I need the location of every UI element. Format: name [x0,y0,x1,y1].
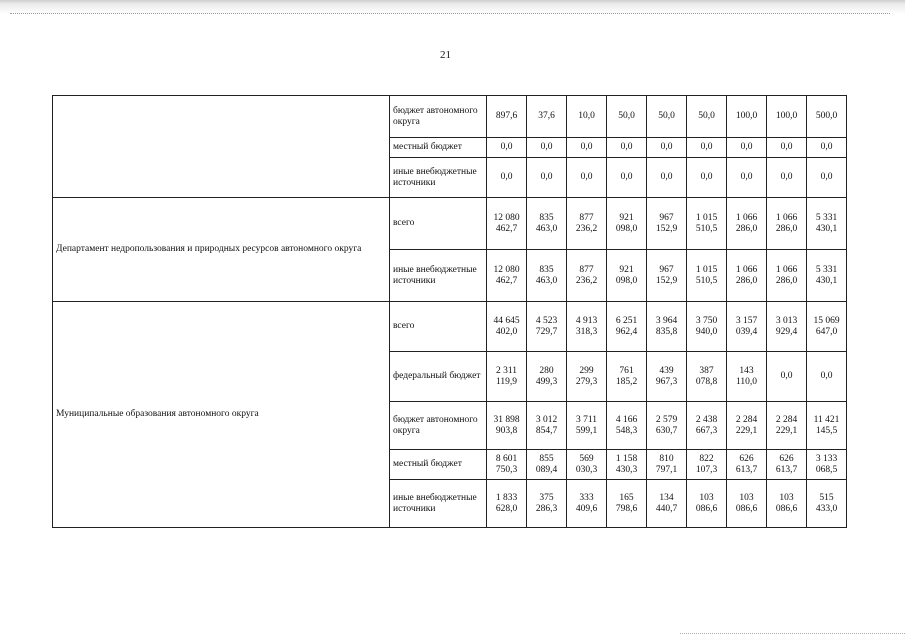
amount-cell: 2 579 630,7 [647,402,687,450]
amount-cell: 299 279,3 [567,352,607,402]
amount-cell: 500,0 [807,96,847,138]
amount-cell: 439 967,3 [647,352,687,402]
amount-cell: 4 523 729,7 [527,302,567,352]
amount-cell: 515 433,0 [807,480,847,528]
amount-cell: 5 331 430,1 [807,250,847,302]
amount-cell: 3 157 039,4 [727,302,767,352]
amount-cell: 0,0 [807,352,847,402]
amount-cell: 103 086,6 [767,480,807,528]
amount-cell: 1 015 510,5 [687,198,727,250]
funding-source-cell: местный бюджет [390,138,487,158]
amount-cell: 50,0 [647,96,687,138]
amount-cell: 11 421 145,5 [807,402,847,450]
amount-cell: 0,0 [647,138,687,158]
amount-cell: 50,0 [687,96,727,138]
amount-cell: 50,0 [607,96,647,138]
amount-cell: 1 066 286,0 [767,198,807,250]
amount-cell: 0,0 [807,138,847,158]
amount-cell: 2 438 667,3 [687,402,727,450]
amount-cell: 280 499,3 [527,352,567,402]
amount-cell: 921 098,0 [607,198,647,250]
amount-cell: 0,0 [687,138,727,158]
funding-source-cell: иные внебюджетные источники [390,158,487,198]
amount-cell: 0,0 [727,158,767,198]
amount-cell: 375 286,3 [527,480,567,528]
amount-cell: 897,6 [487,96,527,138]
amount-cell: 1 158 430,3 [607,450,647,480]
page-number: 21 [440,49,451,61]
amount-cell: 810 797,1 [647,450,687,480]
amount-cell: 835 463,0 [527,198,567,250]
table-body [53,96,847,528]
amount-cell: 822 107,3 [687,450,727,480]
funding-table [52,95,847,528]
amount-cell: 100,0 [727,96,767,138]
amount-cell: 0,0 [607,138,647,158]
amount-cell: 3 013 929,4 [767,302,807,352]
amount-cell: 1 833 628,0 [487,480,527,528]
scan-bottom-dotted-line [680,633,905,634]
amount-cell: 165 798,6 [607,480,647,528]
amount-cell: 134 440,7 [647,480,687,528]
table-row [53,302,847,352]
amount-cell: 8 601 750,3 [487,450,527,480]
amount-cell: 3 750 940,0 [687,302,727,352]
organization-cell: Муниципальные образования автономного округа [53,302,390,528]
amount-cell: 0,0 [487,158,527,198]
funding-source-cell: иные внебюджетные источники [390,250,487,302]
amount-cell: 0,0 [607,158,647,198]
amount-cell: 0,0 [567,158,607,198]
amount-cell: 0,0 [727,138,767,158]
table-row [53,198,847,250]
amount-cell: 2 284 229,1 [767,402,807,450]
amount-cell: 967 152,9 [647,250,687,302]
funding-source-cell: всего [390,198,487,250]
amount-cell: 5 331 430,1 [807,198,847,250]
amount-cell: 143 110,0 [727,352,767,402]
amount-cell: 0,0 [487,138,527,158]
amount-cell: 333 409,6 [567,480,607,528]
amount-cell: 855 089,4 [527,450,567,480]
amount-cell: 761 185,2 [607,352,647,402]
amount-cell: 10,0 [567,96,607,138]
organization-cell: Департамент недропользования и природных ресурсов автономного округа [53,198,390,302]
amount-cell: 967 152,9 [647,198,687,250]
amount-cell: 3 964 835,8 [647,302,687,352]
amount-cell: 1 066 286,0 [727,250,767,302]
table-row [53,96,847,138]
funding-source-cell: бюджет автономного округа [390,96,487,138]
amount-cell: 31 898 903,8 [487,402,527,450]
amount-cell: 12 080 462,7 [487,250,527,302]
funding-source-cell: всего [390,302,487,352]
amount-cell: 44 645 402,0 [487,302,527,352]
amount-cell: 387 078,8 [687,352,727,402]
amount-cell: 0,0 [527,138,567,158]
amount-cell: 3 133 068,5 [807,450,847,480]
amount-cell: 877 236,2 [567,250,607,302]
funding-source-cell: иные внебюджетные источники [390,480,487,528]
amount-cell: 4 913 318,3 [567,302,607,352]
amount-cell: 877 236,2 [567,198,607,250]
funding-source-cell: федеральный бюджет [390,352,487,402]
amount-cell: 1 015 510,5 [687,250,727,302]
amount-cell: 3 012 854,7 [527,402,567,450]
amount-cell: 0,0 [767,138,807,158]
amount-cell: 0,0 [567,138,607,158]
amount-cell: 3 711 599,1 [567,402,607,450]
amount-cell: 0,0 [807,158,847,198]
funding-source-cell: бюджет автономного округа [390,402,487,450]
amount-cell: 2 284 229,1 [727,402,767,450]
amount-cell: 6 251 962,4 [607,302,647,352]
scan-top-edge [0,0,905,14]
amount-cell: 0,0 [647,158,687,198]
amount-cell: 100,0 [767,96,807,138]
amount-cell: 626 613,7 [767,450,807,480]
amount-cell: 4 166 548,3 [607,402,647,450]
amount-cell: 12 080 462,7 [487,198,527,250]
amount-cell: 569 030,3 [567,450,607,480]
amount-cell: 921 098,0 [607,250,647,302]
amount-cell: 15 069 647,0 [807,302,847,352]
scan-top-dotted-line [10,13,890,14]
amount-cell: 103 086,6 [687,480,727,528]
amount-cell: 0,0 [767,352,807,402]
amount-cell: 2 311 119,9 [487,352,527,402]
organization-cell [53,96,390,198]
amount-cell: 1 066 286,0 [727,198,767,250]
amount-cell: 626 613,7 [727,450,767,480]
amount-cell: 103 086,6 [727,480,767,528]
amount-cell: 0,0 [687,158,727,198]
amount-cell: 0,0 [767,158,807,198]
amount-cell: 37,6 [527,96,567,138]
amount-cell: 835 463,0 [527,250,567,302]
funding-source-cell: местный бюджет [390,450,487,480]
amount-cell: 0,0 [527,158,567,198]
amount-cell: 1 066 286,0 [767,250,807,302]
